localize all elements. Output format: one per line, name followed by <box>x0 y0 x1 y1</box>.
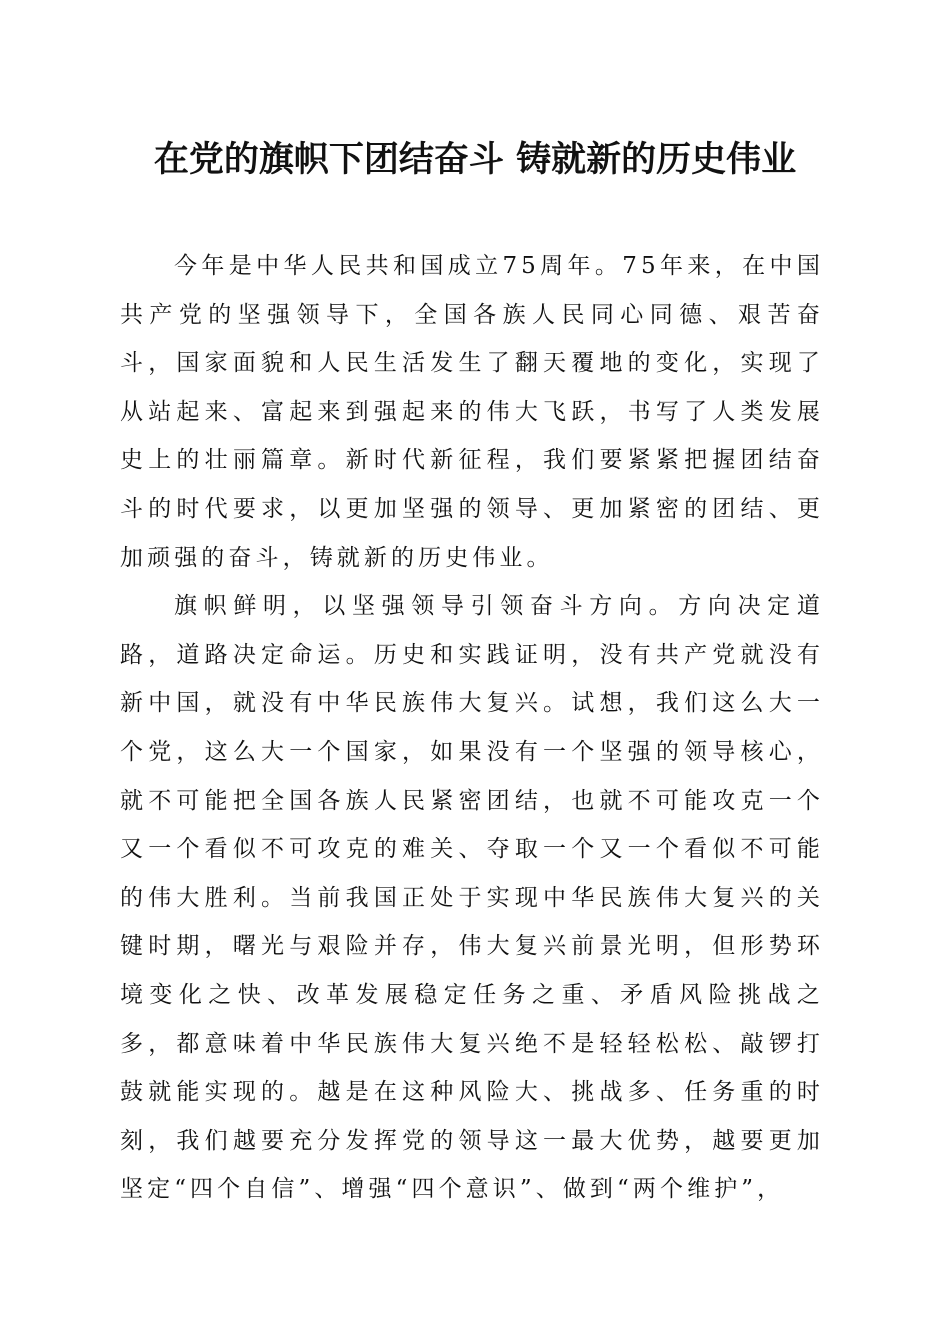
paragraph-2 <box>120 582 824 1214</box>
document-title: 在党的旗帜下团结奋斗 铸就新的历史伟业 <box>153 139 797 180</box>
paragraph-2-text: 方向决定道路，道路决定命运。历史和实践证明，没有共产党就没有新中国，就没有中华民族伟大复兴。试想，我们这么大一个党，这么大一个国家，如果没有一个坚强的领导核心，就不可能把全国各族人民紧密团结，也就不可能攻克一个又一个看似不可攻克的难关、夺取一个又一个看似不可能的伟大胜利。当前我国正处于实现中华民族伟大复兴的关键时期，曙光与艰险并存，伟大复兴前景光明，但形势环境变化之快、改革发展稳定任务之重、矛盾风险挑战之多，都意味着中华民族伟大复兴绝不是轻轻松松、敲锣打鼓就能实现的。越是在这种风险大、挑战多、任务重的时刻，我们越要充分发挥党的领导这一最大优势，越要更加坚定“四个自信”、增强“四个意识”、做到“两个维护”， <box>120 593 824 1203</box>
document-body <box>120 242 824 1214</box>
paragraph-1 <box>120 242 824 582</box>
paragraph-1-text: 今年是中华人民共和国成立75周年。75年来，在中国共产党的坚强领导下，全国各族人民同心同德、艰苦奋斗，国家面貌和人民生活发生了翻天覆地的变化，实现了从站起来、富起来到强起来的伟大飞跃，书写了人类发展史上的壮丽篇章。新时代新征程，我们要紧紧把握团结奋斗的时代要求，以更加坚强的领导、更加紧密的团结、更加顽强的奋斗，铸就新的历史伟业。 <box>120 253 824 571</box>
paragraph-2-lead: 旗帜鲜明，以坚强领导引领奋斗方向。 <box>174 593 679 620</box>
